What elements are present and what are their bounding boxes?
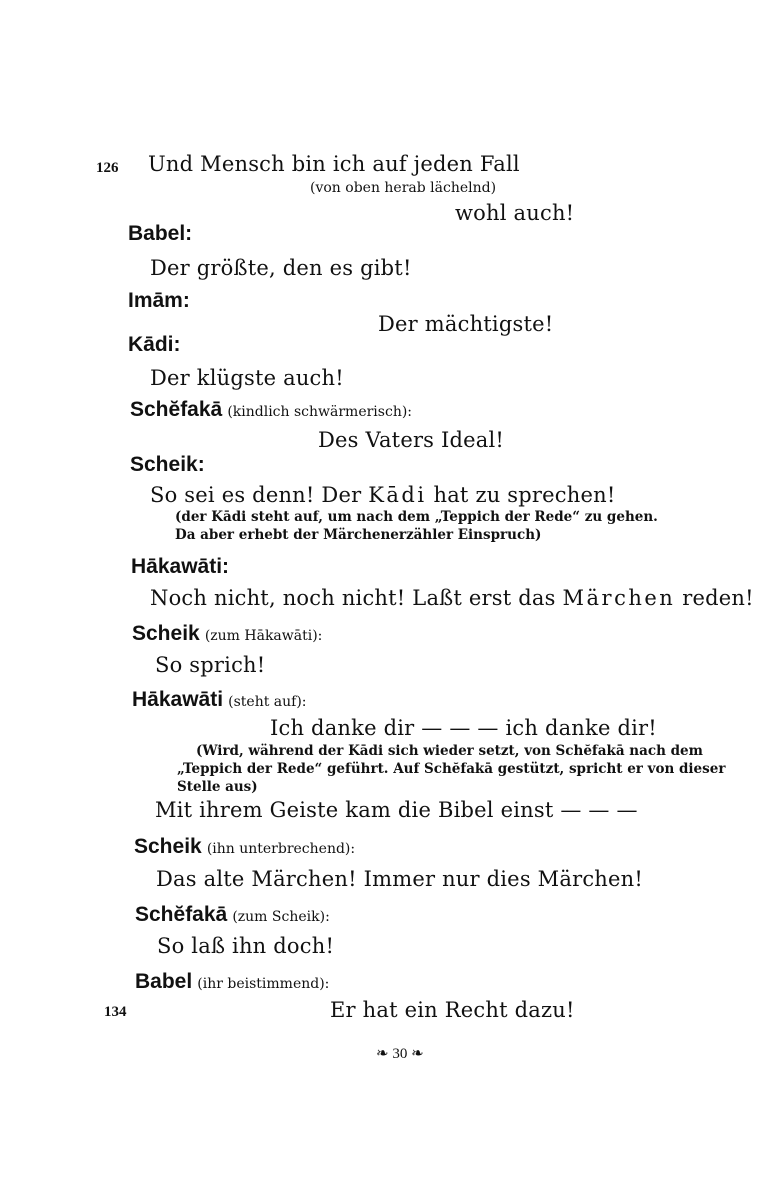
line-number-126: 126 [96,160,119,176]
verse-line: Ich danke dir — — — ich danke dir! [270,716,657,740]
speaker-scheik: Scheik: [130,453,205,476]
stage-direction: (zum Hākawāti): [204,628,323,644]
verse-fragment: Noch nicht, noch nicht! Laßt erst das [150,586,556,610]
speaker-line-schefaka [130,398,412,422]
verse-line: Des Vaters Ideal! [318,428,505,452]
speaker-line-schefaka [135,903,330,927]
speaker-hakawati: Hākawāti: [131,555,230,578]
stage-direction: (zum Scheik): [232,909,330,925]
speaker-scheik: Scheik [132,622,200,645]
speaker-line-scheik [134,835,355,859]
line-number-134: 134 [104,1004,127,1020]
verse-line: Der mächtigste! [378,312,554,336]
verse-line: Er hat ein Recht dazu! [330,998,575,1022]
speaker-line-scheik [132,622,322,646]
verse-line: Der klügste auch! [150,366,344,390]
verse-fragment: reden! [682,586,754,610]
stage-direction: (ihn unterbrechend): [206,841,356,857]
verse-line: So sprich! [155,653,266,677]
verse-line: Und Mensch bin ich auf jeden Fall [148,152,520,176]
speaker-babel: Babel: [128,222,193,245]
verse-line: So laß ihn doch! [157,934,335,958]
verse-line: Der größte, den es gibt! [150,256,412,280]
verse-fragment: hat zu sprechen! [433,483,616,507]
stage-direction: Stelle aus) [177,779,258,795]
speaker-line-hakawati [132,688,307,712]
stage-direction: „Teppich der Rede“ geführt. Auf Schĕfakā gestützt, spricht er von dieser [177,761,726,777]
speaker-schefaka: Schĕfakā [135,903,228,926]
speaker-line-babel [135,970,329,994]
stage-direction: (ihr beistimmend): [197,976,330,992]
verse-line [150,586,754,610]
stage-direction: Da aber erhebt der Märchenerzähler Einspruch) [175,527,542,543]
speaker-hakawati: Hākawāti [132,688,224,711]
verse-line: Das alte Märchen! Immer nur dies Märchen! [156,867,644,891]
verse-fragment-emphasis: Kādi [368,483,427,507]
speaker-babel: Babel [135,970,193,993]
verse-line: wohl auch! [455,201,575,225]
speaker-imam: Imām: [128,289,190,312]
stage-direction: (Wird, während der Kādi sich wieder setzt, von Schĕfakā nach dem [196,743,703,759]
speaker-scheik: Scheik [134,835,202,858]
stage-direction: (steht auf): [228,694,307,710]
speaker-schefaka: Schĕfakā [130,398,223,421]
verse-fragment-emphasis: Märchen [562,586,676,610]
stage-direction: (von oben herab lächelnd) [310,180,497,196]
stage-direction: (kindlich schwärmerisch): [227,404,413,420]
page-number: ❧ 30 ❧ [376,1046,424,1062]
verse-line [150,483,615,507]
verse-line: Mit ihrem Geiste kam die Bibel einst — — — [155,798,638,822]
speaker-kadi: Kādi: [128,333,181,356]
stage-direction: (der Kādi steht auf, um nach dem „Teppich der Rede“ zu gehen. [175,509,658,525]
verse-fragment: So sei es denn! Der [150,483,362,507]
